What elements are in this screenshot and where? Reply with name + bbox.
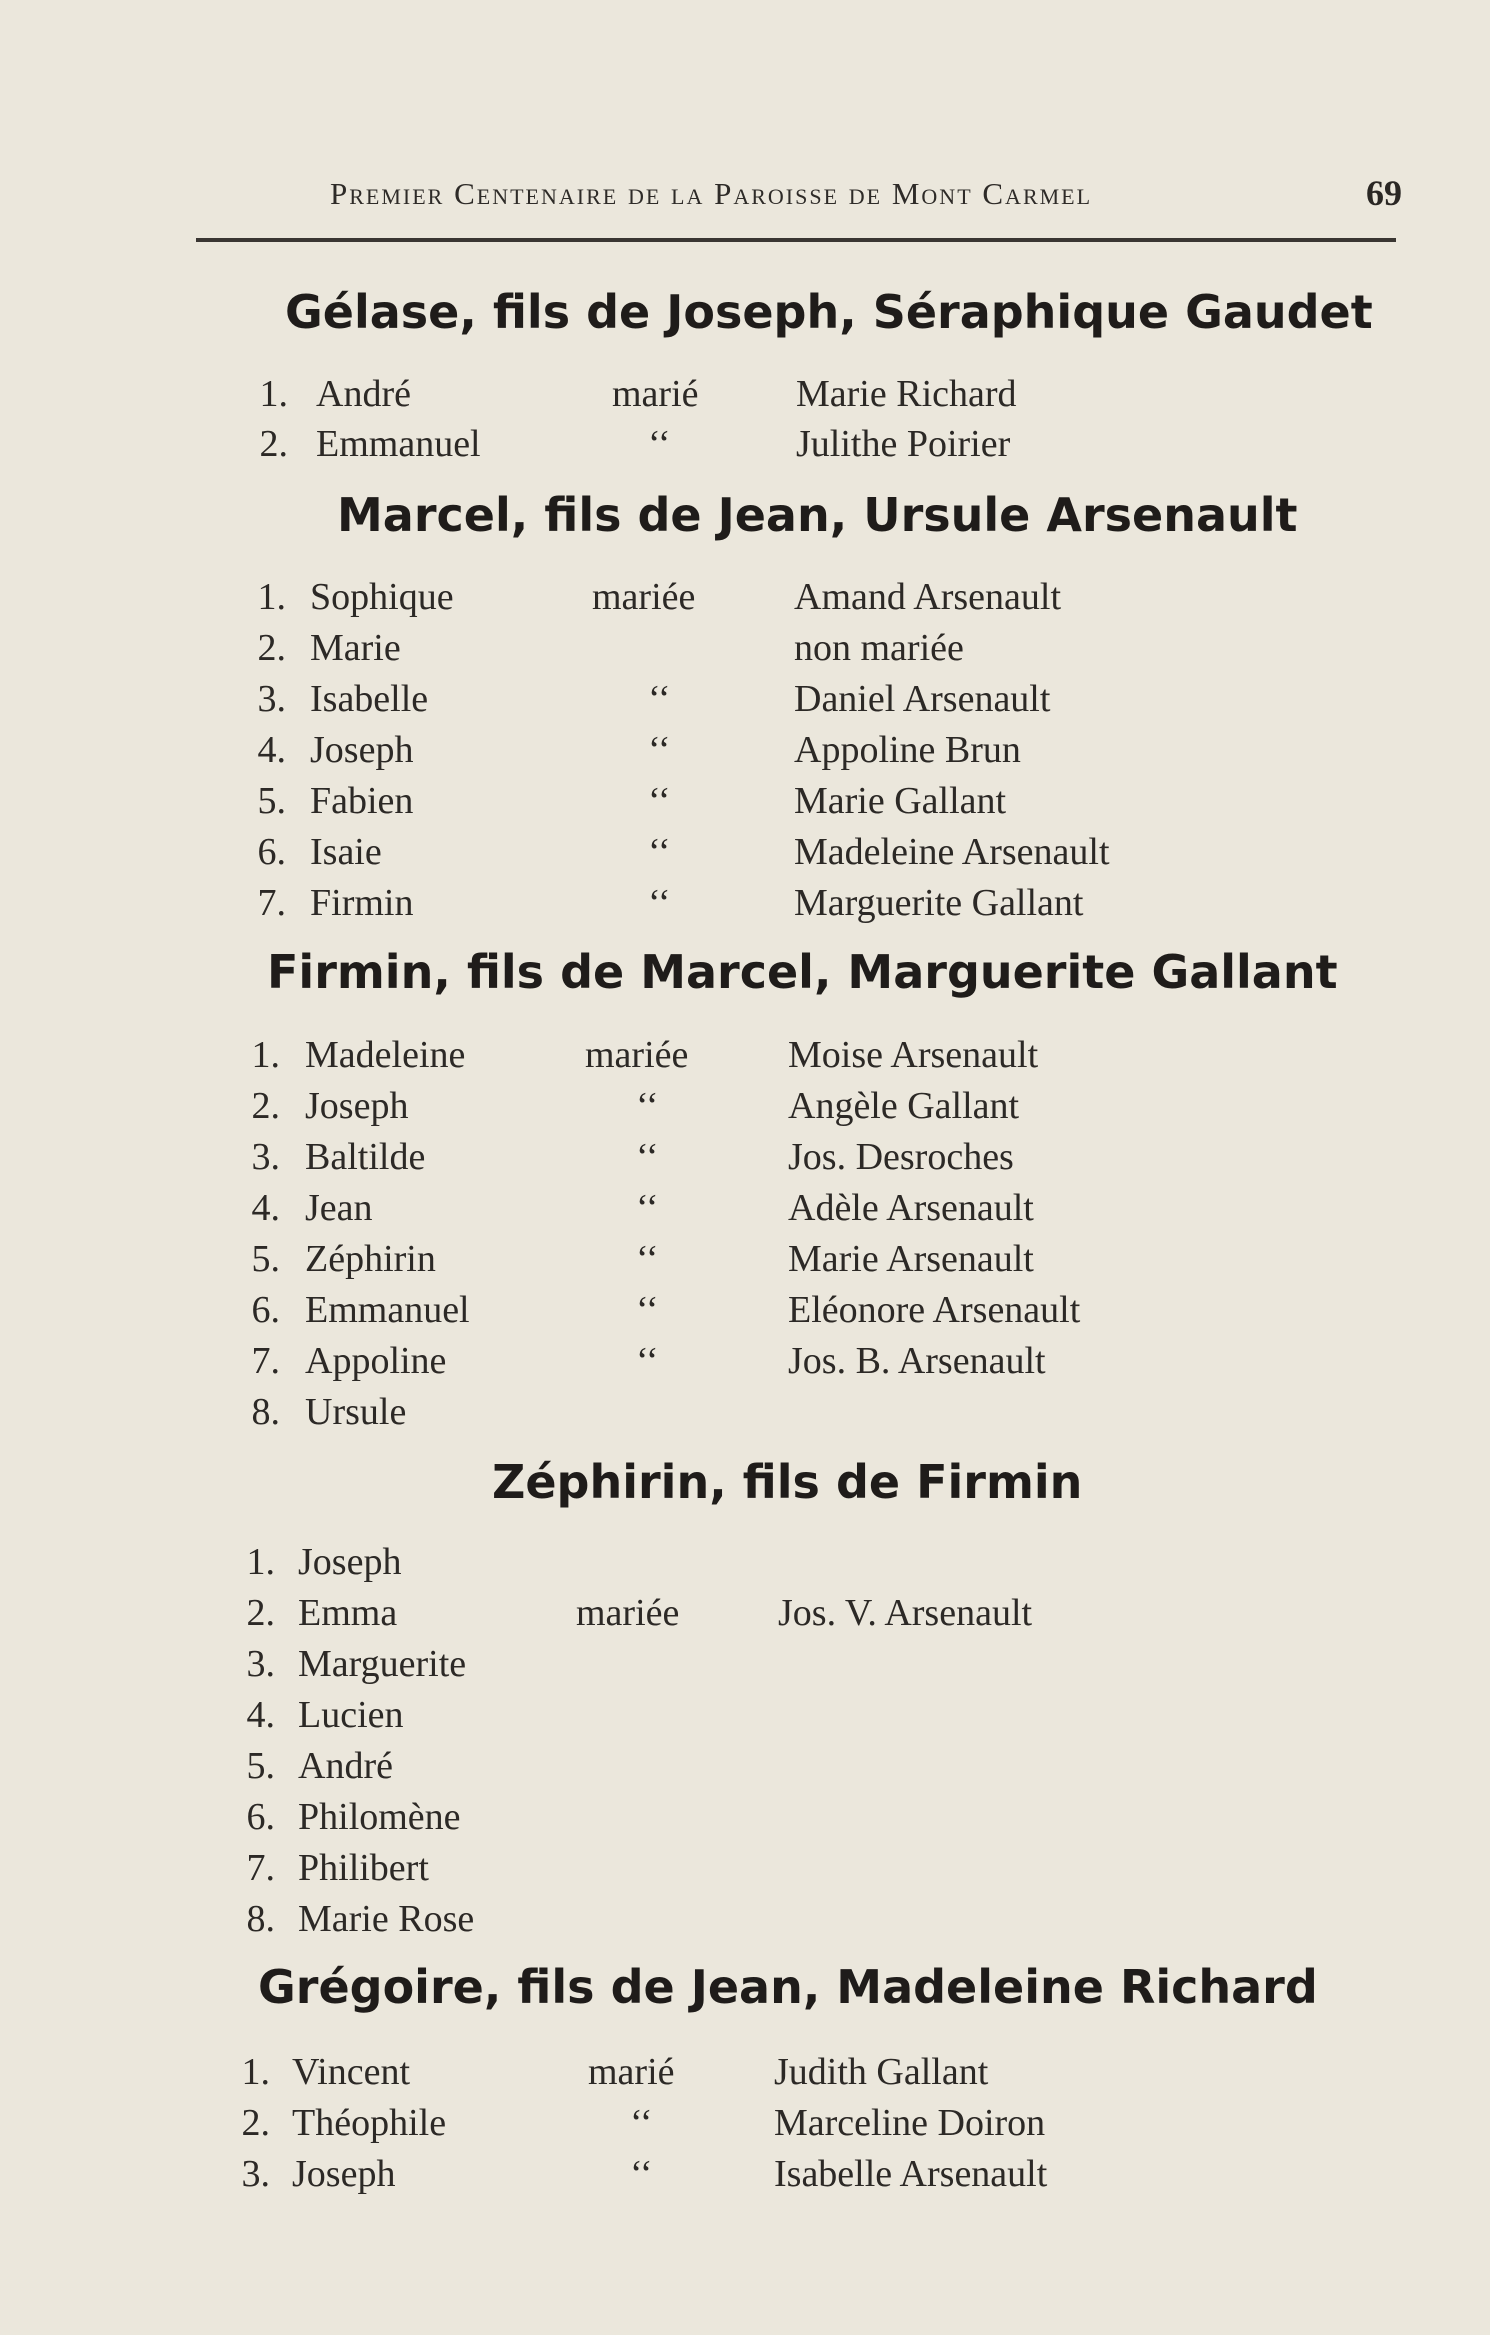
item-number: 1. (251, 1034, 280, 1076)
child-name: Philibert (298, 1847, 429, 1889)
list-item (0, 1135, 1490, 1185)
section-heading: Zéphirin, fils de Firmin (492, 1455, 1083, 1509)
child-name: Appoline (305, 1340, 447, 1382)
list-item (0, 1897, 1490, 1947)
item-number: 3. (241, 2153, 270, 2195)
list-item (0, 779, 1490, 829)
ditto-mark: ‘‘ (630, 2102, 653, 2144)
item-number: 1. (259, 373, 288, 415)
item-number: 8. (246, 1898, 275, 1940)
spouse-name: Isabelle Arsenault (774, 2153, 1048, 2195)
ditto-mark: ‘‘ (636, 1340, 659, 1382)
running-title: Premier Centenaire de la Paroisse de Mont Carmel (330, 176, 1093, 211)
list-item (0, 1795, 1490, 1845)
item-number: 1. (246, 1541, 275, 1583)
list-item (0, 575, 1490, 625)
spouse-name: Madeleine Arsenault (794, 831, 1110, 873)
section-heading: Gélase, fils de Joseph, Séraphique Gaudet (285, 285, 1373, 339)
list-item (0, 2101, 1490, 2151)
child-name: Isaie (310, 831, 382, 873)
ditto-mark: ‘‘ (648, 729, 671, 771)
list-item (0, 1693, 1490, 1743)
item-number: 3. (246, 1643, 275, 1685)
child-name: Joseph (310, 729, 414, 771)
list-item (0, 1642, 1490, 1692)
child-name: Madeleine (305, 1034, 466, 1076)
list-item (0, 626, 1490, 676)
spouse-name: Marie Richard (796, 373, 1017, 415)
header-rule (196, 238, 1396, 242)
list-item (0, 1084, 1490, 1134)
child-name: Sophique (310, 576, 454, 618)
marital-status: marié (588, 2051, 675, 2093)
child-name: Ursule (305, 1391, 407, 1433)
child-name: Philomène (298, 1796, 461, 1838)
ditto-mark: ‘‘ (648, 780, 671, 822)
child-name: Joseph (305, 1085, 409, 1127)
spouse-name: Jos. B. Arsenault (788, 1340, 1046, 1382)
list-item (0, 1186, 1490, 1236)
list-item (0, 1288, 1490, 1338)
item-number: 8. (251, 1391, 280, 1433)
marital-status: mariée (576, 1592, 680, 1634)
child-name: Isabelle (310, 678, 429, 720)
item-number: 7. (257, 882, 286, 924)
item-number: 6. (246, 1796, 275, 1838)
child-name: Marie Rose (298, 1898, 475, 1940)
child-name: Lucien (298, 1694, 404, 1736)
spouse-name: Appoline Brun (794, 729, 1021, 771)
child-name: Firmin (310, 882, 414, 924)
item-number: 2. (241, 2102, 270, 2144)
ditto-mark: ‘‘ (636, 1085, 659, 1127)
list-item (0, 2050, 1490, 2100)
child-name: André (298, 1745, 393, 1787)
item-number: 3. (257, 678, 286, 720)
list-item (0, 372, 1490, 422)
marital-status: mariée (585, 1034, 689, 1076)
item-number: 4. (257, 729, 286, 771)
child-name: Marguerite (298, 1643, 467, 1685)
item-number: 6. (257, 831, 286, 873)
child-name: Théophile (292, 2102, 447, 2144)
item-number: 4. (246, 1694, 275, 1736)
page-number: 69 (1366, 173, 1402, 213)
ditto-mark: ‘‘ (630, 2153, 653, 2195)
item-number: 7. (251, 1340, 280, 1382)
spouse-name: non mariée (794, 627, 964, 669)
ditto-mark: ‘‘ (636, 1187, 659, 1229)
list-item (0, 422, 1490, 472)
item-number: 5. (257, 780, 286, 822)
ditto-mark: ‘‘ (636, 1238, 659, 1280)
spouse-name: Julithe Poirier (796, 423, 1011, 465)
ditto-mark: ‘‘ (648, 423, 671, 465)
item-number: 1. (257, 576, 286, 618)
spouse-name: Daniel Arsenault (794, 678, 1051, 720)
child-name: Jean (305, 1187, 373, 1229)
list-item (0, 830, 1490, 880)
section-heading: Marcel, fils de Jean, Ursule Arsenault (337, 488, 1298, 542)
item-number: 4. (251, 1187, 280, 1229)
section-heading: Firmin, fils de Marcel, Marguerite Gallant (267, 945, 1338, 999)
spouse-name: Marguerite Gallant (794, 882, 1084, 924)
spouse-name: Amand Arsenault (794, 576, 1062, 618)
spouse-name: Judith Gallant (774, 2051, 989, 2093)
item-number: 7. (246, 1847, 275, 1889)
list-item (0, 1237, 1490, 1287)
spouse-name: Marceline Doiron (774, 2102, 1046, 2144)
spouse-name: Angèle Gallant (788, 1085, 1020, 1127)
marital-status: mariée (592, 576, 696, 618)
spouse-name: Eléonore Arsenault (788, 1289, 1081, 1331)
child-name: Emmanuel (316, 423, 481, 465)
list-item (0, 2152, 1490, 2202)
child-name: Vincent (292, 2051, 411, 2093)
ditto-mark: ‘‘ (636, 1289, 659, 1331)
item-number: 6. (251, 1289, 280, 1331)
child-name: Emmanuel (305, 1289, 470, 1331)
list-item (0, 1846, 1490, 1896)
item-number: 3. (251, 1136, 280, 1178)
marital-status: marié (612, 373, 699, 415)
child-name: Zéphirin (305, 1238, 436, 1280)
spouse-name: Moise Arsenault (788, 1034, 1039, 1076)
list-item (0, 1591, 1490, 1641)
list-item (0, 1744, 1490, 1794)
item-number: 2. (251, 1085, 280, 1127)
item-number: 5. (251, 1238, 280, 1280)
ditto-mark: ‘‘ (636, 1136, 659, 1178)
ditto-mark: ‘‘ (648, 831, 671, 873)
spouse-name: Marie Gallant (794, 780, 1007, 822)
item-number: 2. (257, 627, 286, 669)
spouse-name: Adèle Arsenault (788, 1187, 1034, 1229)
list-item (0, 1540, 1490, 1590)
ditto-mark: ‘‘ (648, 678, 671, 720)
child-name: Baltilde (305, 1136, 426, 1178)
item-number: 1. (241, 2051, 270, 2093)
item-number: 2. (259, 423, 288, 465)
child-name: Fabien (310, 780, 414, 822)
list-item (0, 1390, 1490, 1440)
child-name: André (316, 373, 411, 415)
spouse-name: Jos. V. Arsenault (778, 1592, 1033, 1634)
list-item (0, 881, 1490, 931)
child-name: Joseph (292, 2153, 396, 2195)
child-name: Marie (310, 627, 401, 669)
item-number: 5. (246, 1745, 275, 1787)
item-number: 2. (246, 1592, 275, 1634)
list-item (0, 728, 1490, 778)
spouse-name: Marie Arsenault (788, 1238, 1034, 1280)
child-name: Emma (298, 1592, 398, 1634)
list-item (0, 677, 1490, 727)
ditto-mark: ‘‘ (648, 882, 671, 924)
spouse-name: Jos. Desroches (788, 1136, 1014, 1178)
section-heading: Grégoire, fils de Jean, Madeleine Richard (258, 1960, 1318, 2014)
child-name: Joseph (298, 1541, 402, 1583)
list-item (0, 1033, 1490, 1083)
list-item (0, 1339, 1490, 1389)
